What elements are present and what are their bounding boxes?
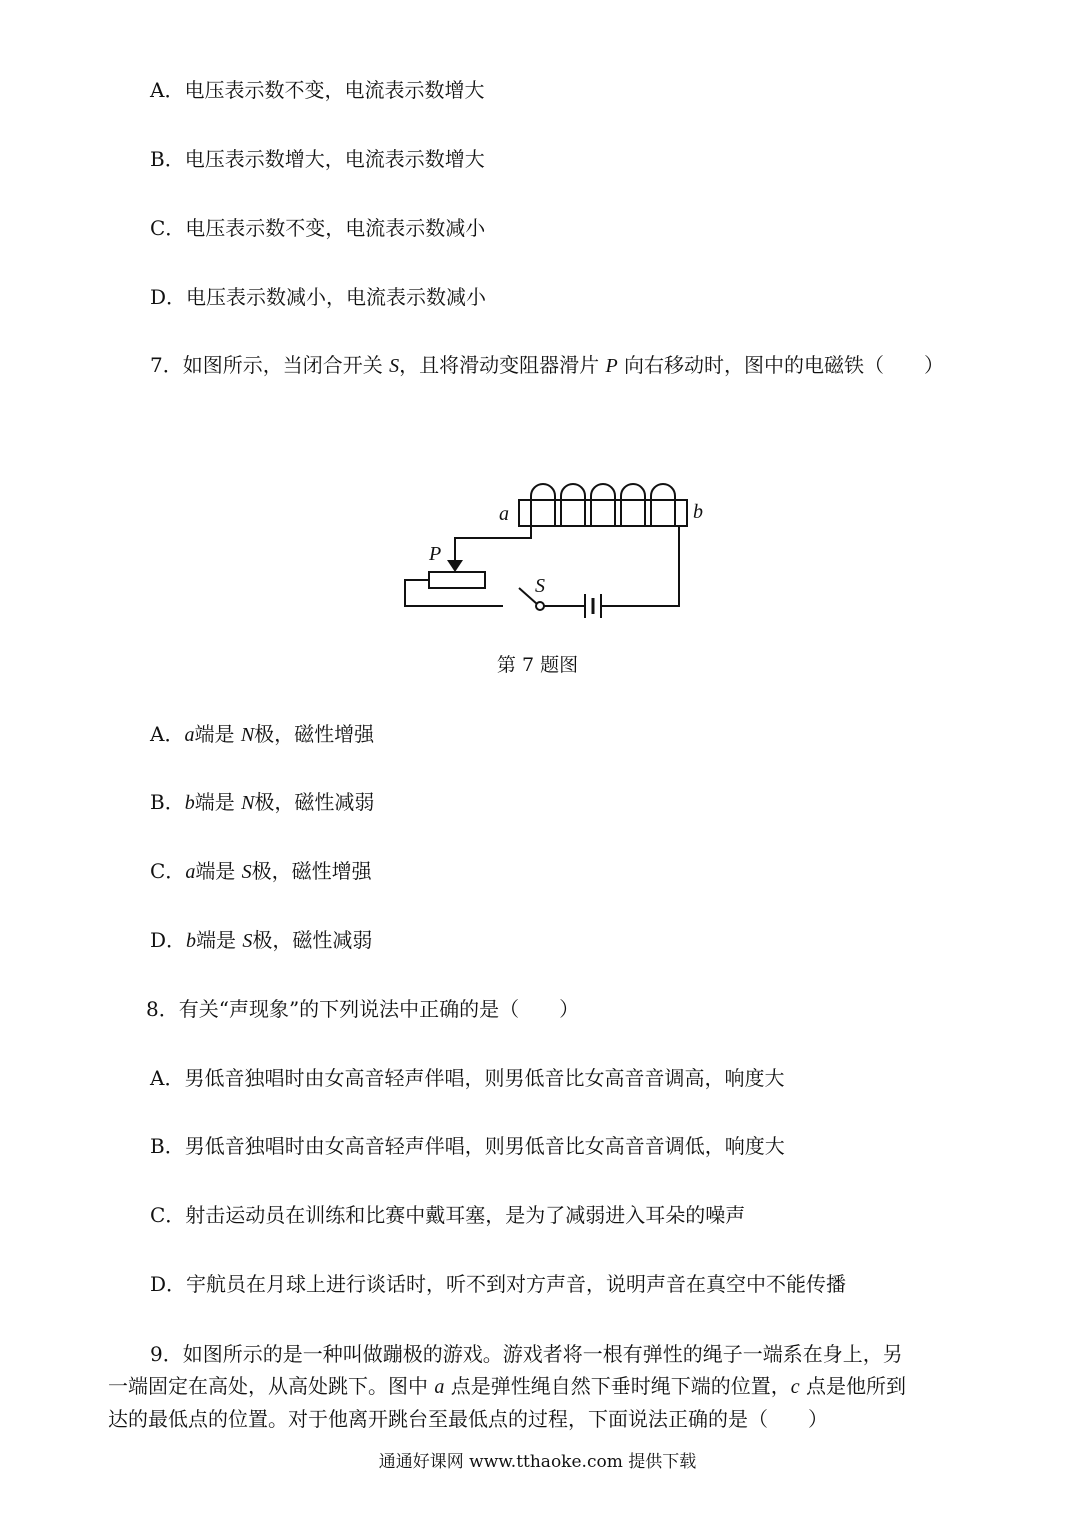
label-b: b (693, 501, 703, 523)
q8-option-c: C．射击运动员在训练和比赛中戴耳塞，是为了减弱进入耳朵的噪声 (150, 1203, 746, 1227)
wire-to-slider (455, 526, 531, 560)
q7-stem-part: 7．如图所示，当闭合开关 (150, 353, 390, 377)
option-text: 端是 (195, 859, 242, 883)
option-text: 端是 (194, 790, 242, 814)
option-end: a (184, 724, 195, 746)
q7-stem (150, 351, 944, 380)
option-letter: D． (150, 928, 187, 952)
option-end: b (186, 930, 197, 952)
option-letter: B． (150, 790, 185, 814)
q9-point-a: a (434, 1376, 445, 1398)
switch-contact (536, 602, 544, 610)
option-text: 极，磁性减弱 (252, 928, 373, 952)
electromagnet-core (519, 500, 687, 526)
q8-option-a: A．男低音独唱时由女高音轻声伴唱，则男低音比女高音音调高，响度大 (150, 1066, 785, 1090)
q9-line-3: 达的最低点的位置。对于他离开跳台至最低点的过程，下面说法正确的是（ ） (108, 1407, 828, 1431)
q7-circuit-diagram (395, 480, 725, 630)
option-letter: A． (150, 722, 185, 746)
q9-stem (108, 1338, 978, 1435)
label-s: S (535, 575, 545, 597)
q9-line-1: 9．如图所示的是一种叫做蹦极的游戏。游戏者将一根有弹性的绳子一端系在身上，另 (150, 1342, 903, 1366)
q7-stem-part: ，且将滑动变阻器滑片 (399, 353, 606, 377)
slider-arrow (447, 560, 463, 572)
wire-right (601, 526, 679, 606)
q9-line-2 (108, 1370, 978, 1403)
option-end: b (184, 792, 195, 814)
q7-stem-slider: P (605, 355, 618, 377)
q8-option-d: D．宇航员在月球上进行谈话时，听不到对方声音，说明声音在真空中不能传播 (150, 1272, 847, 1296)
q6-option-c: C．电压表示数不变，电流表示数减小 (150, 216, 486, 240)
q9-point-c: c (790, 1376, 800, 1398)
q7-option-d (150, 926, 372, 955)
q7-option-b (150, 788, 374, 817)
q6-option-a: A．电压表示数不变，电流表示数增大 (150, 78, 485, 102)
q8-option-b: B．男低音独唱时由女高音轻声伴唱，则男低音比女高音音调低，响度大 (150, 1134, 785, 1158)
label-a: a (499, 503, 509, 525)
option-text: 极，磁性增强 (254, 722, 375, 746)
q7-option-a (150, 720, 374, 749)
option-text: 极，磁性增强 (251, 859, 372, 883)
option-text: 端是 (196, 928, 243, 952)
option-text: 极，磁性减弱 (254, 790, 375, 814)
option-pole: S (241, 861, 252, 883)
q9-text: 点是他所到 (799, 1374, 906, 1398)
q9-text: 一端固定在高处，从高处跳下。图中 (108, 1374, 435, 1398)
option-text: 端是 (194, 722, 241, 746)
label-p: P (429, 543, 442, 565)
rheostat (429, 572, 485, 588)
q9-text: 点是弹性绳自然下垂时绳下端的位置， (444, 1374, 791, 1398)
option-letter: C． (150, 859, 186, 883)
q7-figure-caption: 第 7 题图 (496, 654, 579, 676)
q8-stem: 8．有关“声现象”的下列说法中正确的是（ ） (146, 997, 580, 1021)
q7-stem-part: 向右移动时，图中的电磁铁（ ） (617, 353, 945, 377)
q6-option-b: B．电压表示数增大，电流表示数增大 (150, 147, 485, 171)
option-pole: N (241, 792, 255, 814)
option-pole: N (240, 724, 255, 746)
q7-stem-switch: S (389, 355, 400, 377)
electromagnet-coil (531, 484, 675, 526)
q6-option-d: D．电压表示数减小，电流表示数减小 (150, 285, 487, 309)
wire-bottom-left (405, 580, 503, 606)
option-pole: S (242, 930, 253, 952)
option-end: a (185, 861, 196, 883)
q7-option-c (150, 857, 372, 886)
page-footer: 通通好课网 www.tthaoke.com 提供下载 (378, 1452, 697, 1472)
